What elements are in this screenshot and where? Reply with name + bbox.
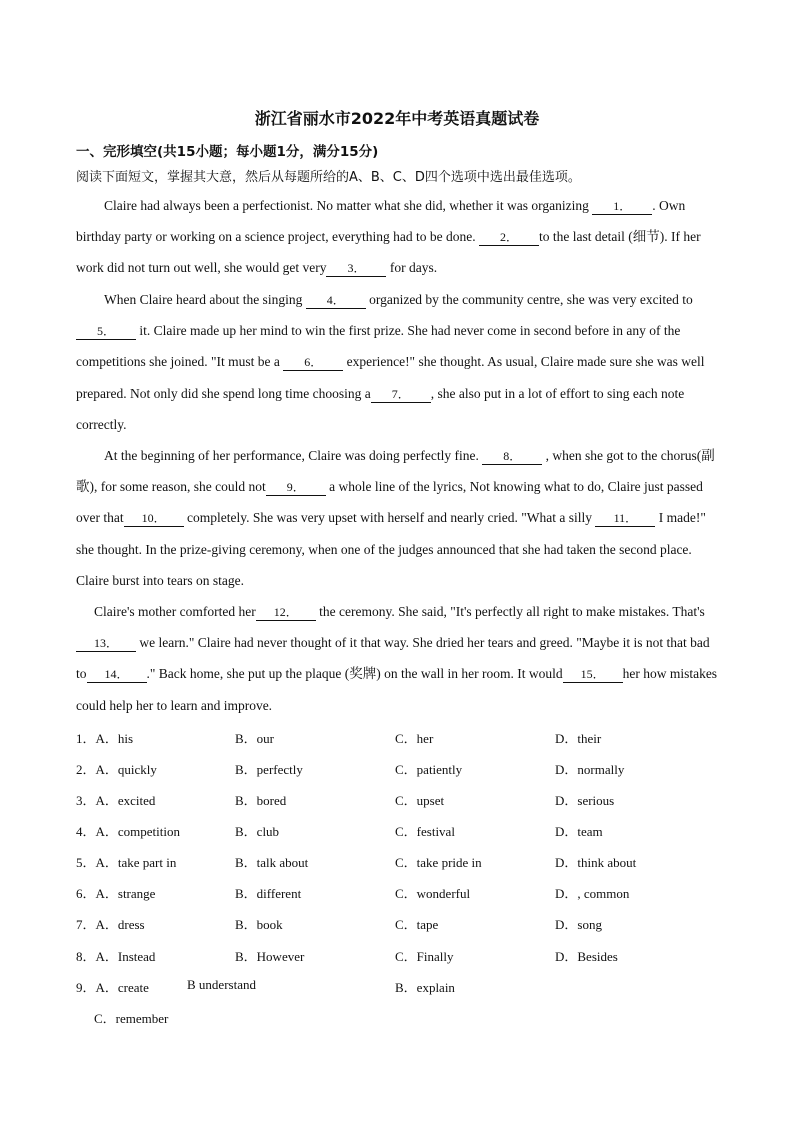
option-6-c[interactable]: C．wonderful bbox=[395, 886, 471, 901]
text-run: At the beginning of her performance, Claire was doing perfectly fine. bbox=[104, 448, 483, 463]
section-heading: 一、完形填空(共15小题；每小题1分，满分15分) bbox=[76, 144, 379, 160]
blank-3: 3． bbox=[326, 261, 386, 277]
text-run: to the last detail (细节). If her work did not turn out well, she would get very bbox=[76, 229, 701, 276]
text-run: experience!" she thought. As usual, Claire made sure she was well prepared. Not only did she spend long time choosing a bbox=[76, 354, 705, 401]
text-run: , she also put in a lot of effort to sing each note correctly. bbox=[76, 385, 685, 432]
text-run: I made!" she thought. In the prize-giving ceremony, when one of the judges announced that she had taken the second place. Claire burst into tears on stage. bbox=[76, 510, 706, 588]
option-8-d[interactable]: D．Besides bbox=[555, 949, 618, 964]
option-row-3 bbox=[76, 790, 736, 810]
option-1-b[interactable]: B．our bbox=[235, 731, 275, 746]
option-3-b[interactable]: B．bored bbox=[235, 793, 287, 808]
text-run: completely. She was very upset with herself and nearly cried. "What a silly bbox=[183, 510, 596, 526]
text-run: her how mistakes could help her to learn and improve. bbox=[76, 666, 718, 713]
option-8-b[interactable]: B．However bbox=[235, 949, 305, 964]
option-2-b[interactable]: B．perfectly bbox=[235, 762, 303, 777]
option-row-7 bbox=[76, 914, 736, 934]
blank-12: 12． bbox=[256, 605, 316, 621]
passage-paragraph-3 bbox=[76, 440, 718, 596]
blank-5: 5． bbox=[76, 324, 136, 340]
option-6-a[interactable]: 6．A．strange bbox=[76, 886, 156, 901]
option-6-d[interactable]: D．, common bbox=[555, 886, 630, 901]
option-2-d[interactable]: D．normally bbox=[555, 762, 625, 777]
blank-10: 10． bbox=[124, 511, 184, 527]
page-title: 浙江省丽水市2022年中考英语真题试卷 bbox=[254, 109, 540, 128]
option-7-a[interactable]: 7．A．dress bbox=[76, 917, 145, 932]
text-run: we learn." Claire had never thought of it that way. She dried her tears and greed. "Maybe it is not that bad to bbox=[76, 635, 710, 682]
option-row-5 bbox=[76, 852, 736, 872]
option-8-c[interactable]: C．Finally bbox=[395, 949, 454, 964]
option-9-c[interactable]: B．explain bbox=[395, 980, 455, 995]
passage-paragraph-1 bbox=[76, 190, 718, 284]
blank-7: 7． bbox=[371, 387, 431, 403]
option-8-a[interactable]: 8．A．Instead bbox=[76, 949, 156, 964]
option-7-d[interactable]: D．song bbox=[555, 917, 602, 932]
option-9-d[interactable]: C．remember bbox=[94, 1011, 169, 1026]
blank-6: 6． bbox=[283, 355, 343, 371]
text-run: organized by the community centre, she was very excited to bbox=[365, 292, 693, 307]
blank-1: 1． bbox=[592, 199, 652, 215]
instructions: 阅读下面短文，掌握其大意，然后从每题所给的A、B、C、D四个选项中选出最佳选项。 bbox=[76, 170, 581, 185]
passage-paragraph-2 bbox=[76, 284, 718, 440]
option-5-a[interactable]: 5．A．take part in bbox=[76, 855, 177, 870]
text-run: for days. bbox=[386, 260, 438, 276]
text-run: a whole line of the lyrics, Not knowing what to do, Claire just passed over that bbox=[76, 479, 703, 526]
option-7-b[interactable]: B．book bbox=[235, 917, 283, 932]
text-run: Claire's mother comforted her bbox=[94, 604, 256, 619]
option-1-a[interactable]: 1．A．his bbox=[76, 731, 134, 746]
option-row-4 bbox=[76, 821, 736, 841]
option-4-c[interactable]: C．festival bbox=[395, 824, 455, 839]
text-run: , when she got to the chorus(副歌), for some reason, she could not bbox=[76, 448, 715, 495]
option-4-a[interactable]: 4．A．competition bbox=[76, 824, 180, 839]
option-9-b[interactable]: B understand bbox=[187, 977, 256, 992]
option-5-c[interactable]: C．take pride in bbox=[395, 855, 482, 870]
passage-paragraph-4 bbox=[76, 596, 718, 721]
blank-13: 13． bbox=[76, 636, 136, 652]
blank-11: 11． bbox=[595, 511, 655, 527]
option-7-c[interactable]: C．tape bbox=[395, 917, 439, 932]
option-5-d[interactable]: D．think about bbox=[555, 855, 637, 870]
option-row-9 bbox=[76, 977, 736, 997]
option-row-8 bbox=[76, 946, 736, 966]
option-3-d[interactable]: D．serious bbox=[555, 793, 615, 808]
blank-8: 8． bbox=[482, 449, 542, 465]
text-run: When Claire heard about the singing bbox=[104, 292, 306, 307]
option-row-6 bbox=[76, 883, 736, 903]
blank-4: 4． bbox=[306, 293, 366, 309]
option-4-d[interactable]: D．team bbox=[555, 824, 603, 839]
option-5-b[interactable]: B．talk about bbox=[235, 855, 309, 870]
text-run: . Own birthday party or working on a science project, everything had to be done. bbox=[76, 198, 686, 245]
option-9-a[interactable]: 9．A．create bbox=[76, 980, 149, 995]
option-row-9-continued bbox=[76, 1008, 736, 1028]
option-1-c[interactable]: C．her bbox=[395, 731, 434, 746]
option-row-2 bbox=[76, 759, 736, 779]
text-run: it. Claire made up her mind to win the first prize. She had never come in second before in any of the competitions she joined. "It must be a bbox=[76, 323, 681, 370]
option-6-b[interactable]: B．different bbox=[235, 886, 302, 901]
blank-14: 14． bbox=[87, 667, 147, 683]
option-3-a[interactable]: 3．A．excited bbox=[76, 793, 156, 808]
option-1-d[interactable]: D．their bbox=[555, 731, 602, 746]
blank-9: 9． bbox=[266, 480, 326, 496]
text-run: ." Back home, she put up the plaque (奖牌) on the wall in her room. It would bbox=[146, 666, 563, 682]
text-run: the ceremony. She said, "It's perfectly all right to make mistakes. That's bbox=[315, 604, 705, 619]
option-row-1 bbox=[76, 728, 736, 748]
blank-15: 15． bbox=[563, 667, 623, 683]
option-4-b[interactable]: B．club bbox=[235, 824, 280, 839]
option-3-c[interactable]: C．upset bbox=[395, 793, 445, 808]
option-2-c[interactable]: C．patiently bbox=[395, 762, 463, 777]
blank-2: 2． bbox=[479, 230, 539, 246]
text-run: Claire had always been a perfectionist. No matter what she did, whether it was organizing bbox=[104, 198, 593, 213]
option-2-a[interactable]: 2．A．quickly bbox=[76, 762, 157, 777]
